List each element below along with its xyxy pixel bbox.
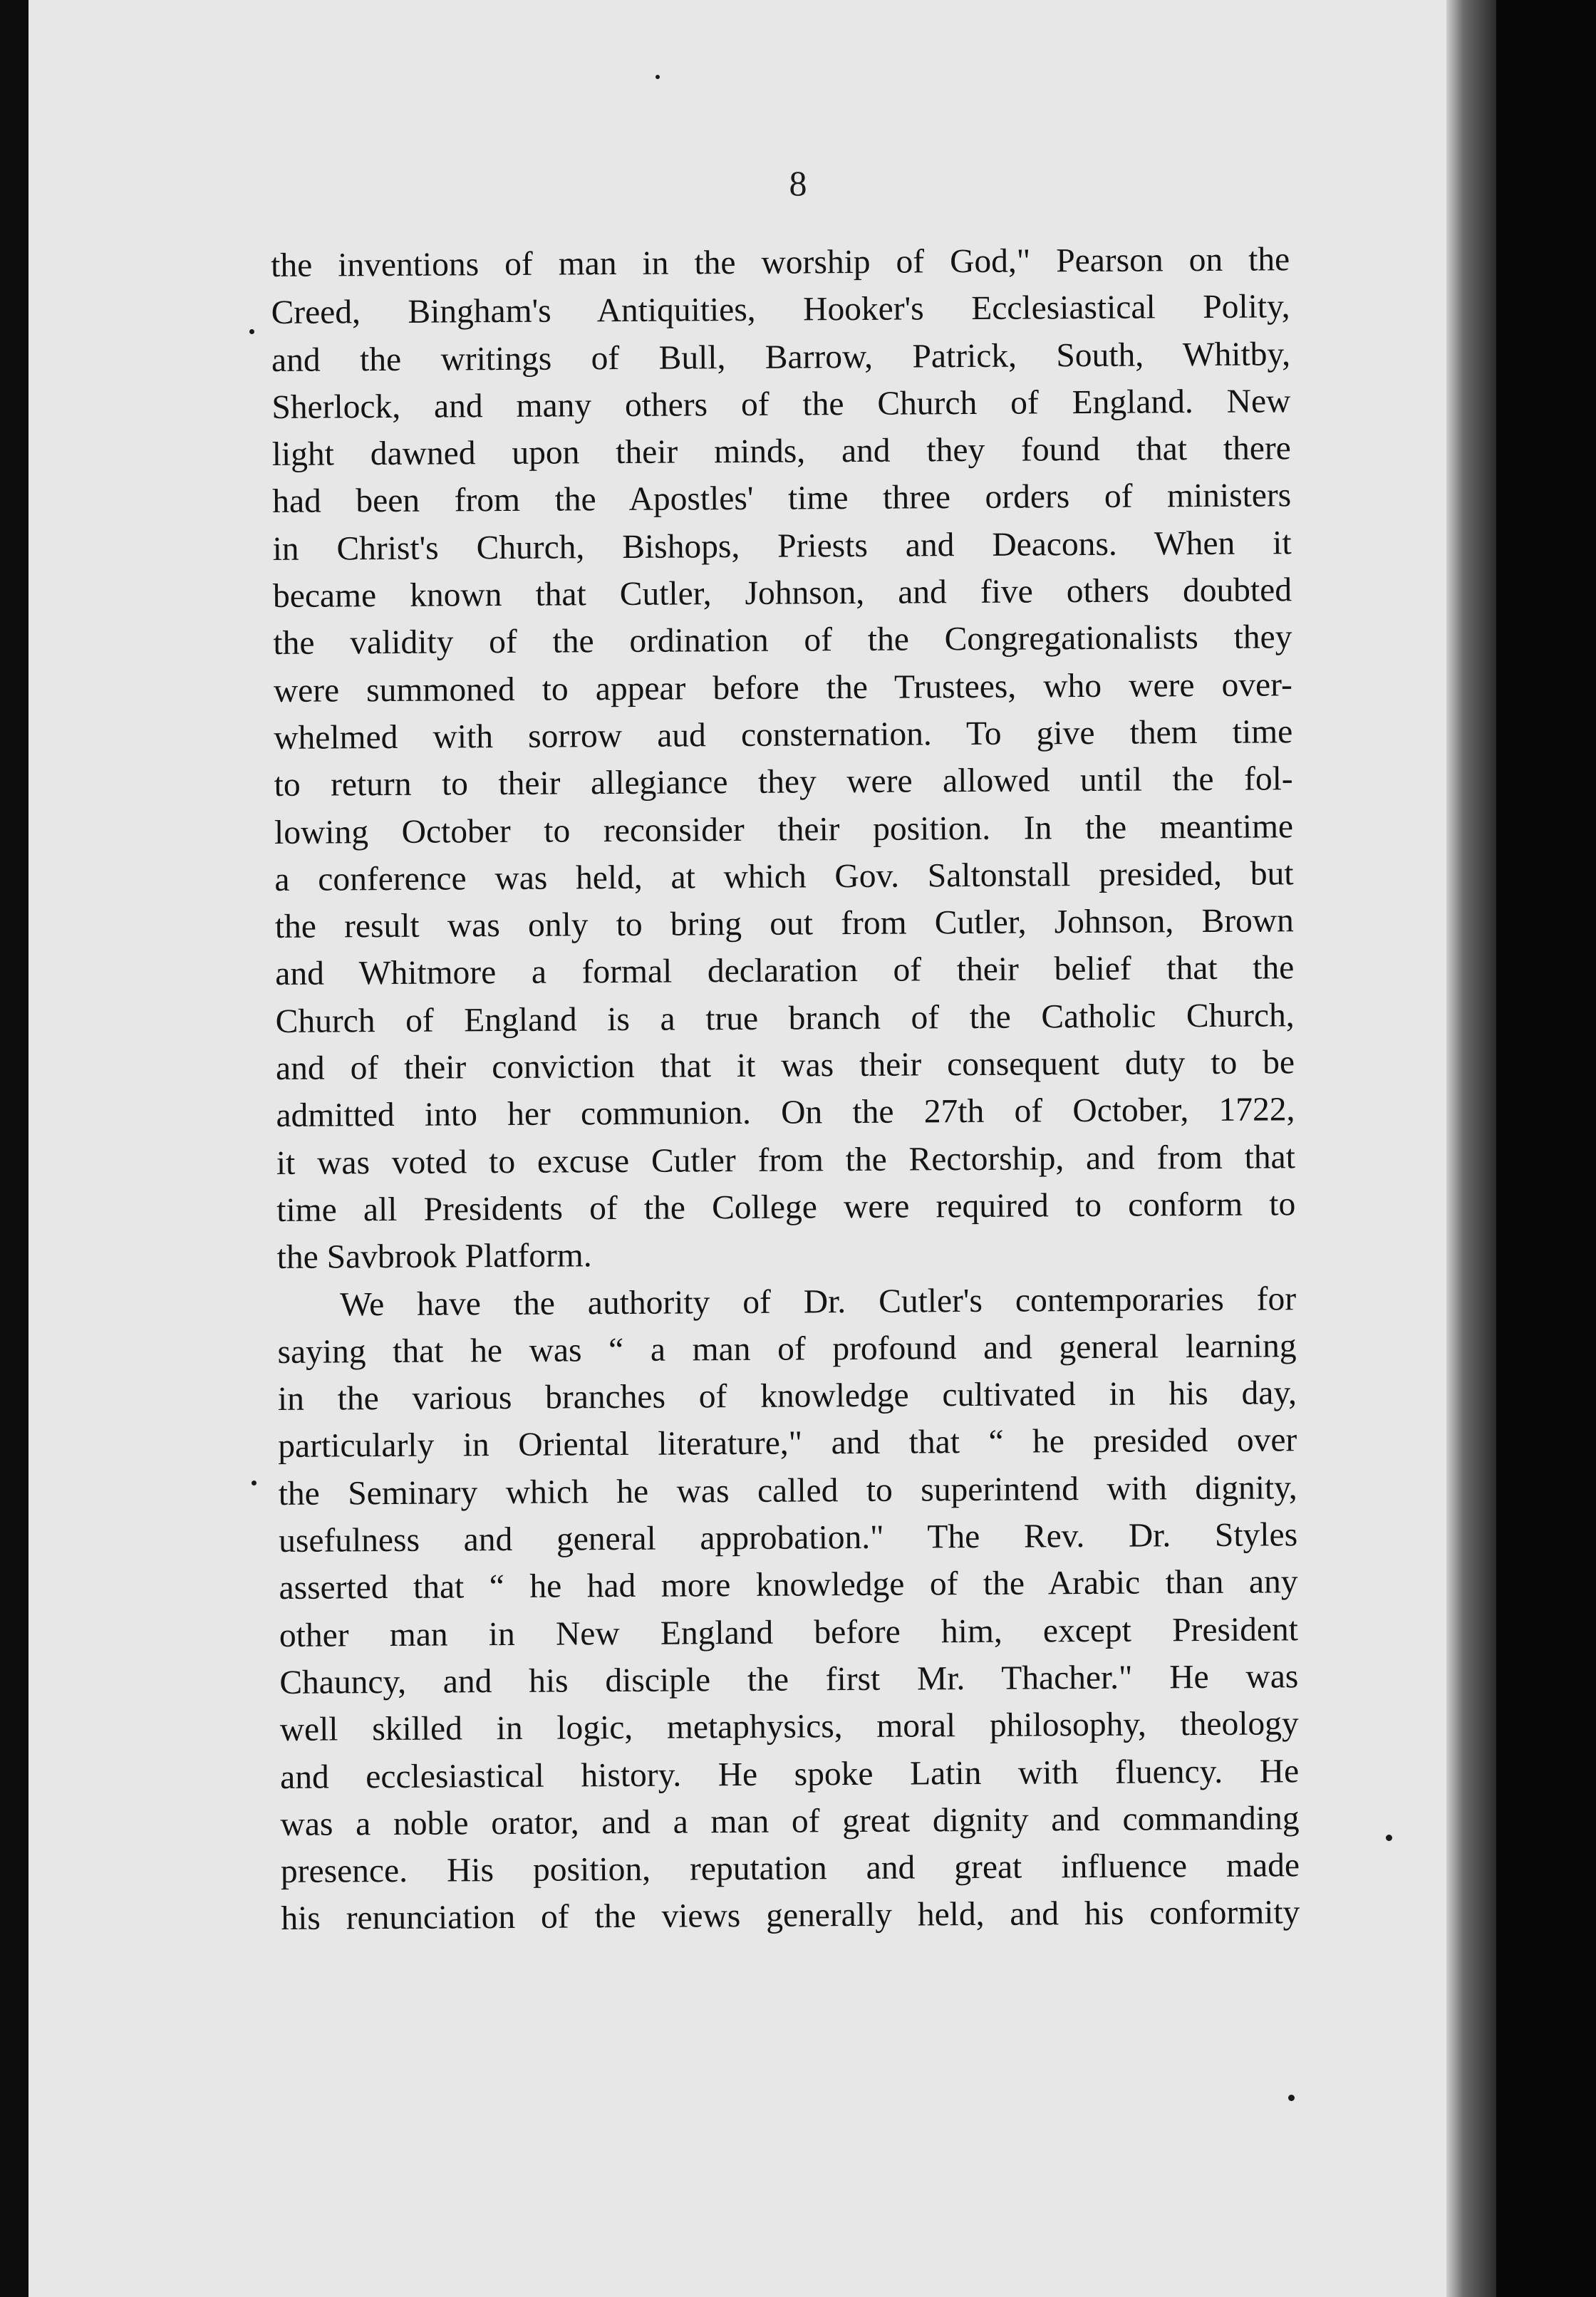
text-line: the validity of the ordination of the Congregationalists they xyxy=(273,618,1292,663)
text-line: the Seminary which he was called to superintend with dignity, xyxy=(278,1468,1297,1513)
ink-speck xyxy=(252,1481,256,1485)
text-line: light dawned upon their minds, and they found that there xyxy=(271,430,1291,474)
ink-speck xyxy=(656,75,660,79)
text-line: the Savbrook Platform. xyxy=(276,1237,592,1277)
text-line: a conference was held, at which Gov. Saltonstall presided, but xyxy=(274,855,1294,898)
text-line: and of their conviction that it was their consequent duty to be xyxy=(275,1044,1295,1088)
text-line: time all Presidents of the College were required to conform to xyxy=(276,1186,1296,1229)
text-line: the inventions of man in the worship of God," Pearson on the xyxy=(271,241,1290,284)
ink-speck xyxy=(1386,1835,1392,1841)
text-line: his renunciation of the views generally held, and his conformity xyxy=(281,1894,1300,1938)
text-line: Creed, Bingham's Antiquities, Hooker's Ecclesiastical Polity, xyxy=(271,288,1290,332)
paragraph-start-line: We have the authority of Dr. Cutler's contemporaries for xyxy=(339,1280,1297,1323)
text-line: were summoned to appear before the Trustees, who were over- xyxy=(273,665,1292,710)
text-line: in the various branches of knowledge cultivated in his day, xyxy=(277,1374,1297,1419)
text-line: well skilled in logic, metaphysics, moral philosophy, theology xyxy=(279,1705,1299,1749)
body-text xyxy=(271,236,1300,1942)
text-line: and Whitmore a formal declaration of their belief that the xyxy=(275,949,1295,993)
text-line: Sherlock, and many others of the Church of England. New xyxy=(271,383,1291,426)
text-line: and ecclesiastical history. He spoke Latin with fluency. He xyxy=(280,1752,1300,1796)
text-line: presence. His position, reputation and great influence made xyxy=(280,1847,1300,1891)
text-line: and the writings of Bull, Barrow, Patrick, South, Whitby, xyxy=(271,335,1291,379)
text-line: in Christ's Church, Bishops, Priests and Deacons. When it xyxy=(272,524,1292,568)
text-line: Church of England is a true branch of the Catholic Church, xyxy=(275,996,1295,1040)
text-line: asserted that “ he had more knowledge of the Arabic than any xyxy=(279,1563,1298,1607)
text-line: had been from the Apostles' time three orders of ministers xyxy=(272,477,1292,521)
text-line: other man in New England before him, except President xyxy=(279,1610,1299,1654)
text-line: saying that he was “ a man of profound and general learning xyxy=(277,1327,1297,1371)
text-line: Chauncy, and his disciple the first Mr. Thacher." He was xyxy=(279,1658,1299,1701)
text-line: it was voted to excuse Cutler from the Rectorship, and from that xyxy=(276,1138,1296,1182)
page-number: 8 xyxy=(789,163,807,203)
book-spine-shadow xyxy=(1446,0,1496,2297)
text-line: whelmed with sorrow aud consternation. To give them time xyxy=(274,713,1293,757)
text-line: usefulness and general approbation." The Rev. Dr. Styles xyxy=(278,1516,1298,1560)
text-line: became known that Cutler, Johnson, and five others doubted xyxy=(272,571,1292,616)
scan-border xyxy=(1496,0,1596,2297)
text-line: the result was only to bring out from Cutler, Johnson, Brown xyxy=(274,902,1295,946)
text-line: to return to their allegiance they were allowed until the fol- xyxy=(274,760,1293,804)
text-line: particularly in Oriental literature," and that “ he presided over xyxy=(278,1421,1297,1466)
ink-speck xyxy=(249,329,254,334)
ink-speck xyxy=(1288,2095,1295,2101)
text-line: lowing October to reconsider their position. In the meantime xyxy=(274,807,1294,851)
text-line: was a noble orator, and a man of great dignity and commanding xyxy=(280,1800,1300,1843)
text-line: admitted into her communion. On the 27th of October, 1722, xyxy=(276,1091,1295,1135)
